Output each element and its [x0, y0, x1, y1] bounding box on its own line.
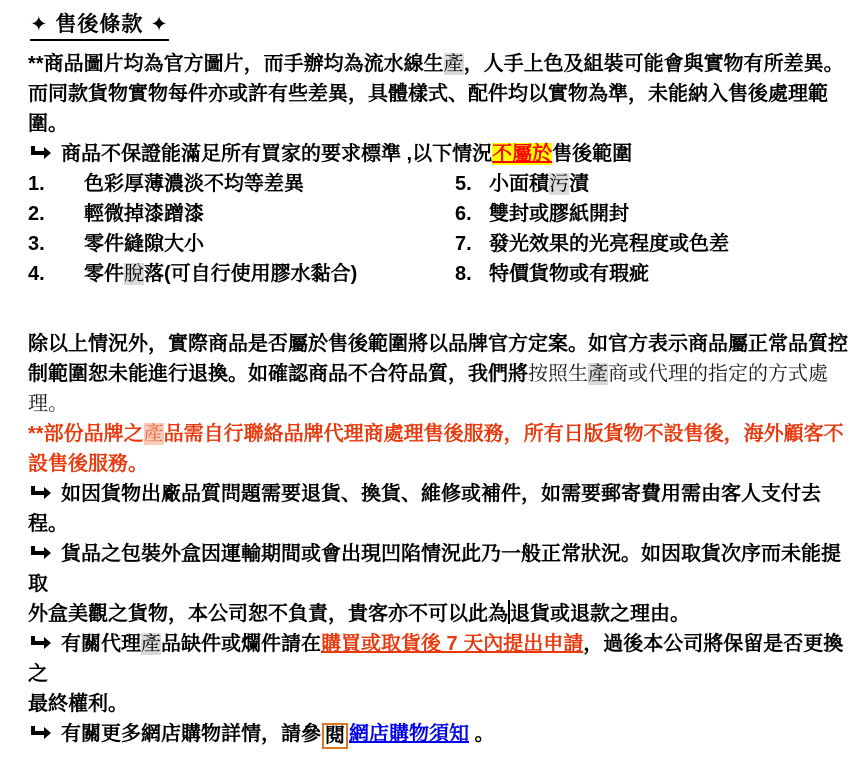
exclusion-list: [28, 169, 858, 289]
text-segment: 發光效果的光亮程度或色差: [489, 233, 729, 255]
list-row: [28, 169, 858, 199]
list-number: 3.: [28, 233, 45, 255]
text-segment: 商或代理的指定的方式處理。: [28, 363, 828, 415]
list-item-text: [84, 229, 204, 259]
seven-day-claim-emphasis[interactable]: 購買或取貨後 7 天內提出申請: [321, 633, 584, 655]
text-segment: 產: [141, 633, 161, 655]
not-covered-highlight: 不屬於: [492, 143, 553, 165]
text-segment: 設售後服務。: [28, 453, 148, 475]
right-arrow-bullet-icon: [28, 145, 52, 161]
list-item-text: [84, 199, 204, 229]
text-segment: 漬: [569, 173, 589, 195]
list-item-text: [84, 259, 357, 289]
list-row: [28, 259, 858, 289]
text-segment: 零件縫隙大小: [84, 233, 204, 255]
text-segment: 外盒美觀之貨物，本公司恕不負責，貴客亦不可以此為: [28, 603, 508, 625]
list-number: 4.: [28, 263, 45, 285]
packaging-dent-paragraph: [28, 539, 858, 629]
right-arrow-bullet-icon: [28, 485, 52, 501]
right-arrow-bullet-icon: [28, 725, 52, 741]
text-segment: 污: [549, 173, 569, 195]
text-segment: 售後範圍: [552, 143, 633, 165]
list-number: 7.: [455, 233, 472, 255]
text-segment: 輕微掉漆蹭漆: [84, 203, 204, 225]
right-arrow-bullet-icon: [28, 635, 52, 651]
text-segment: 脫: [124, 263, 144, 285]
text-segment: 雙封或膠紙開封: [489, 203, 629, 225]
text-segment: 色彩厚薄濃淡不均等差異: [84, 173, 304, 195]
notice-text: [61, 143, 632, 165]
text-segment: 。: [469, 723, 495, 745]
title-row: [30, 10, 858, 41]
missing-parts-claim-paragraph: [28, 629, 858, 719]
text-segment: 制範圍恕未能進行退換。如確認商品不合符品質，我們將: [28, 363, 528, 385]
list-item-text: [489, 229, 729, 259]
page-title: [30, 12, 169, 41]
text-segment: 品需自行聯絡品牌代理商處理售後服務，所有日版貨物不設售後，海外顧客不: [163, 423, 844, 445]
list-item-text: [84, 169, 304, 199]
text-segment: 產: [588, 363, 608, 385]
notice-paragraph: [28, 139, 858, 169]
list-item-text: [489, 169, 589, 199]
text-segment: 落(可自行使用膠水黏合): [144, 263, 358, 285]
more-info-text: [61, 723, 495, 745]
list-number: 6.: [455, 203, 472, 225]
list-left-cell: [28, 229, 455, 259]
brand-agent-red-notice: [28, 419, 858, 479]
text-segment: 有關代理: [61, 633, 141, 655]
text-segment: 產: [143, 423, 164, 445]
text-segment: 如因貨物出廠品質問題需要退貨、換貨、維修或補件，如需要郵寄費用需由客人支付去程。: [28, 483, 821, 535]
list-item-text: [489, 199, 629, 229]
text-segment: 商品不保證能滿足所有買家的要求標準 ,以下情況: [61, 143, 493, 165]
text-segment: 按照生: [528, 363, 588, 385]
list-number: 1.: [28, 173, 45, 195]
store-shopping-guide-link[interactable]: 網店購物須知: [349, 723, 469, 745]
list-row: [28, 229, 858, 259]
list-left-cell: [28, 199, 455, 229]
text-segment: 產: [443, 53, 464, 75]
text-segment: 貨品之包裝外盒因運輸期間或會出現凹陷情況此乃一般正常狀況。如因取貨次序而未能提取: [28, 543, 841, 595]
list-left-cell: [28, 259, 455, 289]
text-segment: 品缺件或爛件請在: [161, 633, 321, 655]
text-segment: 小面積: [489, 173, 549, 195]
list-row: [28, 199, 858, 229]
list-number: 5.: [455, 173, 472, 195]
text-segment: **部份品牌之: [28, 423, 144, 445]
right-arrow-bullet-icon: [28, 545, 52, 561]
text-segment: 而同款貨物實物每件亦或許有些差異，具體樣式、配件均以實物為準，未能納入售後處理範圍。: [28, 83, 828, 135]
text-segment: ，過後本公司將保留是否更換之: [28, 633, 844, 685]
text-segment: 有關更多網店購物詳情，請參: [61, 723, 321, 745]
text-segment: **商品圖片均為官方圖片，而手辦均為流水線生: [28, 53, 444, 75]
text-segment: ✦ 售後條款 ✦: [30, 13, 169, 36]
return-shipping-text: [28, 483, 821, 535]
list-left-cell: [28, 169, 455, 199]
boxed-character: 閱: [322, 723, 348, 749]
packaging-dent-text: [28, 543, 841, 625]
list-item-text: [489, 259, 649, 289]
missing-parts-claim-text: [28, 633, 843, 715]
return-shipping-paragraph: [28, 479, 858, 539]
intro-paragraph: [28, 49, 858, 139]
text-segment: 最終權利。: [28, 693, 128, 715]
more-info-paragraph: [28, 719, 858, 749]
list-number: 2.: [28, 203, 45, 225]
text-segment: 除以上情況外，實際商品是否屬於售後範圍將以品牌官方定案。如官方表示商品屬正常品質控: [28, 333, 848, 355]
text-segment: 零件: [84, 263, 124, 285]
text-segment: ，人手上色及組裝可能會與實物有所差異。: [463, 53, 844, 75]
official-decision-paragraph: [28, 329, 858, 419]
list-number: 8.: [455, 263, 472, 285]
text-segment: 特價貨物或有瑕疵: [489, 263, 649, 285]
text-segment: 退貨或退款之理由。: [510, 603, 690, 625]
